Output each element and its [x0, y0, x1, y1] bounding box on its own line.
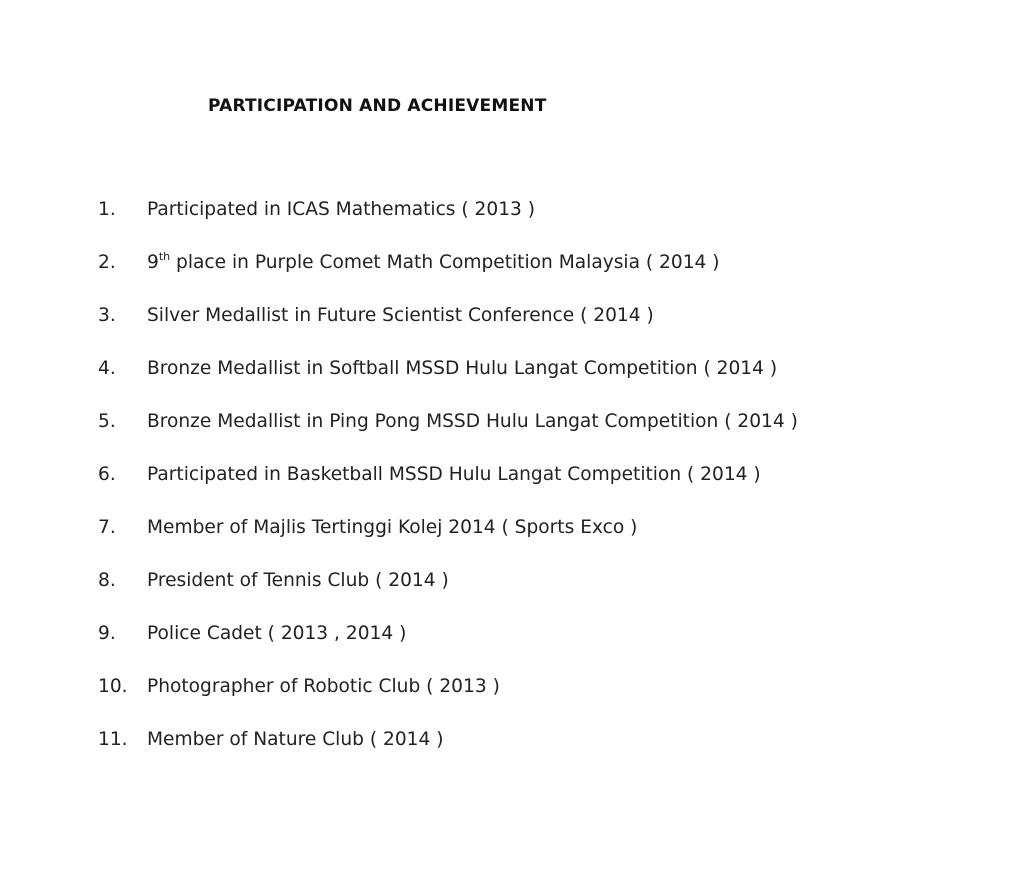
list-item-number: 2. — [98, 252, 116, 273]
list-item — [98, 250, 798, 303]
list-item-text — [147, 250, 720, 276]
list-item — [98, 515, 798, 568]
list-item — [98, 674, 798, 727]
ordinal-suffix: th — [158, 249, 171, 263]
list-item-number: 5. — [98, 411, 116, 432]
list-item-text: Bronze Medallist in Softball MSSD Hulu Langat Competition ( 2014 ) — [147, 358, 778, 379]
list-item-number: 3. — [98, 305, 116, 326]
list-item-text-rest: place in Purple Comet Math Competition Malaysia ( 2014 ) — [170, 252, 720, 273]
list-item-number: 11. — [98, 729, 128, 750]
list-item-text: Silver Medallist in Future Scientist Conference ( 2014 ) — [147, 305, 654, 326]
list-item-text: Police Cadet ( 2013 , 2014 ) — [147, 623, 407, 644]
achievement-list — [98, 197, 798, 780]
list-item — [98, 568, 798, 621]
list-item — [98, 303, 798, 356]
list-item — [98, 727, 798, 780]
list-item-text: Participated in ICAS Mathematics ( 2013 ) — [147, 199, 536, 220]
list-item — [98, 621, 798, 674]
list-item-number: 10. — [98, 676, 128, 697]
list-item — [98, 356, 798, 409]
list-item-number: 9. — [98, 623, 116, 644]
list-item-text: President of Tennis Club ( 2014 ) — [147, 570, 449, 591]
list-item-text: Member of Majlis Tertinggi Kolej 2014 ( Sports Exco ) — [147, 517, 638, 538]
list-item-number: 1. — [98, 199, 116, 220]
list-item — [98, 409, 798, 462]
list-item-number: 7. — [98, 517, 116, 538]
list-item-text: Member of Nature Club ( 2014 ) — [147, 729, 444, 750]
list-item-text: Photographer of Robotic Club ( 2013 ) — [147, 676, 500, 697]
list-item-number: 6. — [98, 464, 116, 485]
list-item-text: Participated in Basketball MSSD Hulu Langat Competition ( 2014 ) — [147, 464, 761, 485]
list-item-text: Bronze Medallist in Ping Pong MSSD Hulu Langat Competition ( 2014 ) — [147, 411, 798, 432]
ordinal-number: 9 — [147, 252, 159, 273]
list-item-number: 4. — [98, 358, 116, 379]
list-item-number: 8. — [98, 570, 116, 591]
list-item — [98, 197, 798, 250]
list-item — [98, 462, 798, 515]
page-title: PARTICIPATION AND ACHIEVEMENT — [208, 96, 547, 116]
